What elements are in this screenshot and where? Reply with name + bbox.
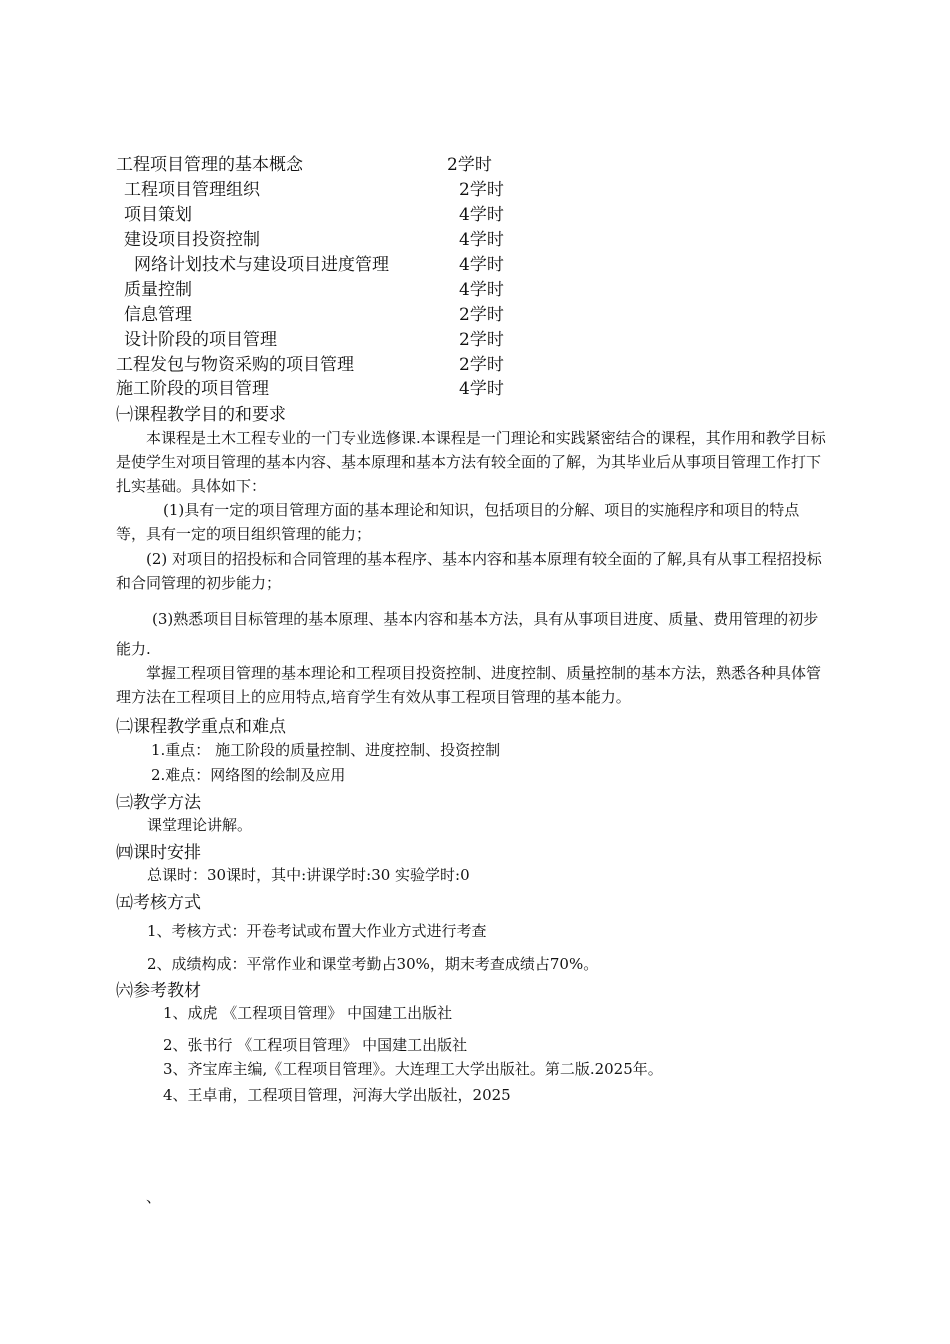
schedule-hours: 2学时: [459, 330, 504, 350]
reference-item: 4、王卓甫，工程项目管理，河海大学出版社，2025: [163, 1086, 511, 1104]
section-heading-key-points: ㈡课程教学重点和难点: [116, 717, 286, 737]
section-heading-objectives: ㈠课程教学目的和要求: [116, 405, 286, 425]
reference-item: 2、张书行 《工程项目管理》 中国建工出版社: [163, 1036, 468, 1054]
assessment-item-1: 1、考核方式：开卷考试或布置大作业方式进行考查: [147, 922, 487, 940]
schedule-topic: 质量控制: [124, 280, 192, 300]
schedule-hours: 2学时: [459, 355, 504, 375]
schedule-topic: 信息管理: [124, 305, 192, 325]
objectives-item-2: (2) 对项目的招投标和合同管理的基本程序、基本内容和基本原理有较全面的了解,具有从事工程招投标和合同管理的初步能力；: [116, 550, 822, 592]
schedule-topic: 建设项目投资控制: [124, 230, 260, 250]
objectives-summary: 掌握工程项目管理的基本理论和工程项目投资控制、进度控制、质量控制的基本方法，熟悉各种具体管理方法在工程项目上的应用特点,培育学生有效从事工程项目管理的基本能力。: [116, 664, 822, 706]
schedule-hours: 2学时: [459, 180, 504, 200]
section-heading-methods: ㈢教学方法: [116, 793, 201, 813]
schedule-hours: 4学时: [459, 205, 504, 225]
section-heading-references: ㈥参考教材: [116, 981, 201, 1001]
schedule-topic: 设计阶段的项目管理: [124, 330, 277, 350]
schedule-topic: 工程发包与物资采购的项目管理: [116, 355, 354, 375]
section-heading-assessment: ㈤考核方式: [116, 893, 201, 913]
reference-item: 1、成虎 《工程项目管理》 中国建工出版社: [163, 1004, 453, 1022]
schedule-topic: 工程项目管理组织: [124, 180, 260, 200]
section-heading-hours: ㈣课时安排: [116, 843, 201, 863]
methods-text: 课堂理论讲解。: [147, 816, 253, 834]
difficult-point: 2.难点：网络图的绘制及应用: [151, 766, 346, 784]
schedule-hours: 4学时: [459, 379, 504, 399]
schedule-hours: 4学时: [459, 280, 504, 300]
reference-item: 3、齐宝库主编,《工程项目管理》。大连理工大学出版社。第二版.2025年。: [163, 1060, 663, 1078]
key-point: 1.重点： 施工阶段的质量控制、进度控制、投资控制: [151, 741, 501, 759]
trailing-mark: 、: [146, 1188, 162, 1206]
schedule-topic: 工程项目管理的基本概念: [116, 155, 303, 175]
schedule-topic: 施工阶段的项目管理: [116, 379, 269, 399]
objectives-item-3: (3)熟悉项目目标管理的基本原理、基本内容和基本方法，具有从事项目进度、质量、费用管理的初步能力.: [116, 610, 819, 658]
schedule-topic: 网络计划技术与建设项目进度管理: [134, 255, 389, 275]
schedule-hours: 2学时: [459, 305, 504, 325]
schedule-hours: 2学时: [447, 155, 492, 175]
schedule-topic: 项目策划: [124, 205, 192, 225]
hours-text: 总课时：30课时，其中:讲课学时:30 实验学时:0: [147, 866, 470, 884]
objectives-item-1: (1)具有一定的项目管理方面的基本理论和知识，包括项目的分解、项目的实施程序和项目的特点等，具有一定的项目组织管理的能力；: [116, 501, 800, 543]
assessment-item-2: 2、成绩构成：平常作业和课堂考勤占30%，期末考查成绩占70%。: [147, 955, 599, 973]
schedule-hours: 4学时: [459, 230, 504, 250]
schedule-hours: 4学时: [459, 255, 504, 275]
objectives-intro: 本课程是土木工程专业的一门专业选修课.本课程是一门理论和实践紧密结合的课程，其作用和教学目标是使学生对项目管理的基本内容、基本原理和基本方法有较全面的了解，为其毕业后从事项目管理工作打下扎实基础。具体如下：: [116, 429, 826, 495]
